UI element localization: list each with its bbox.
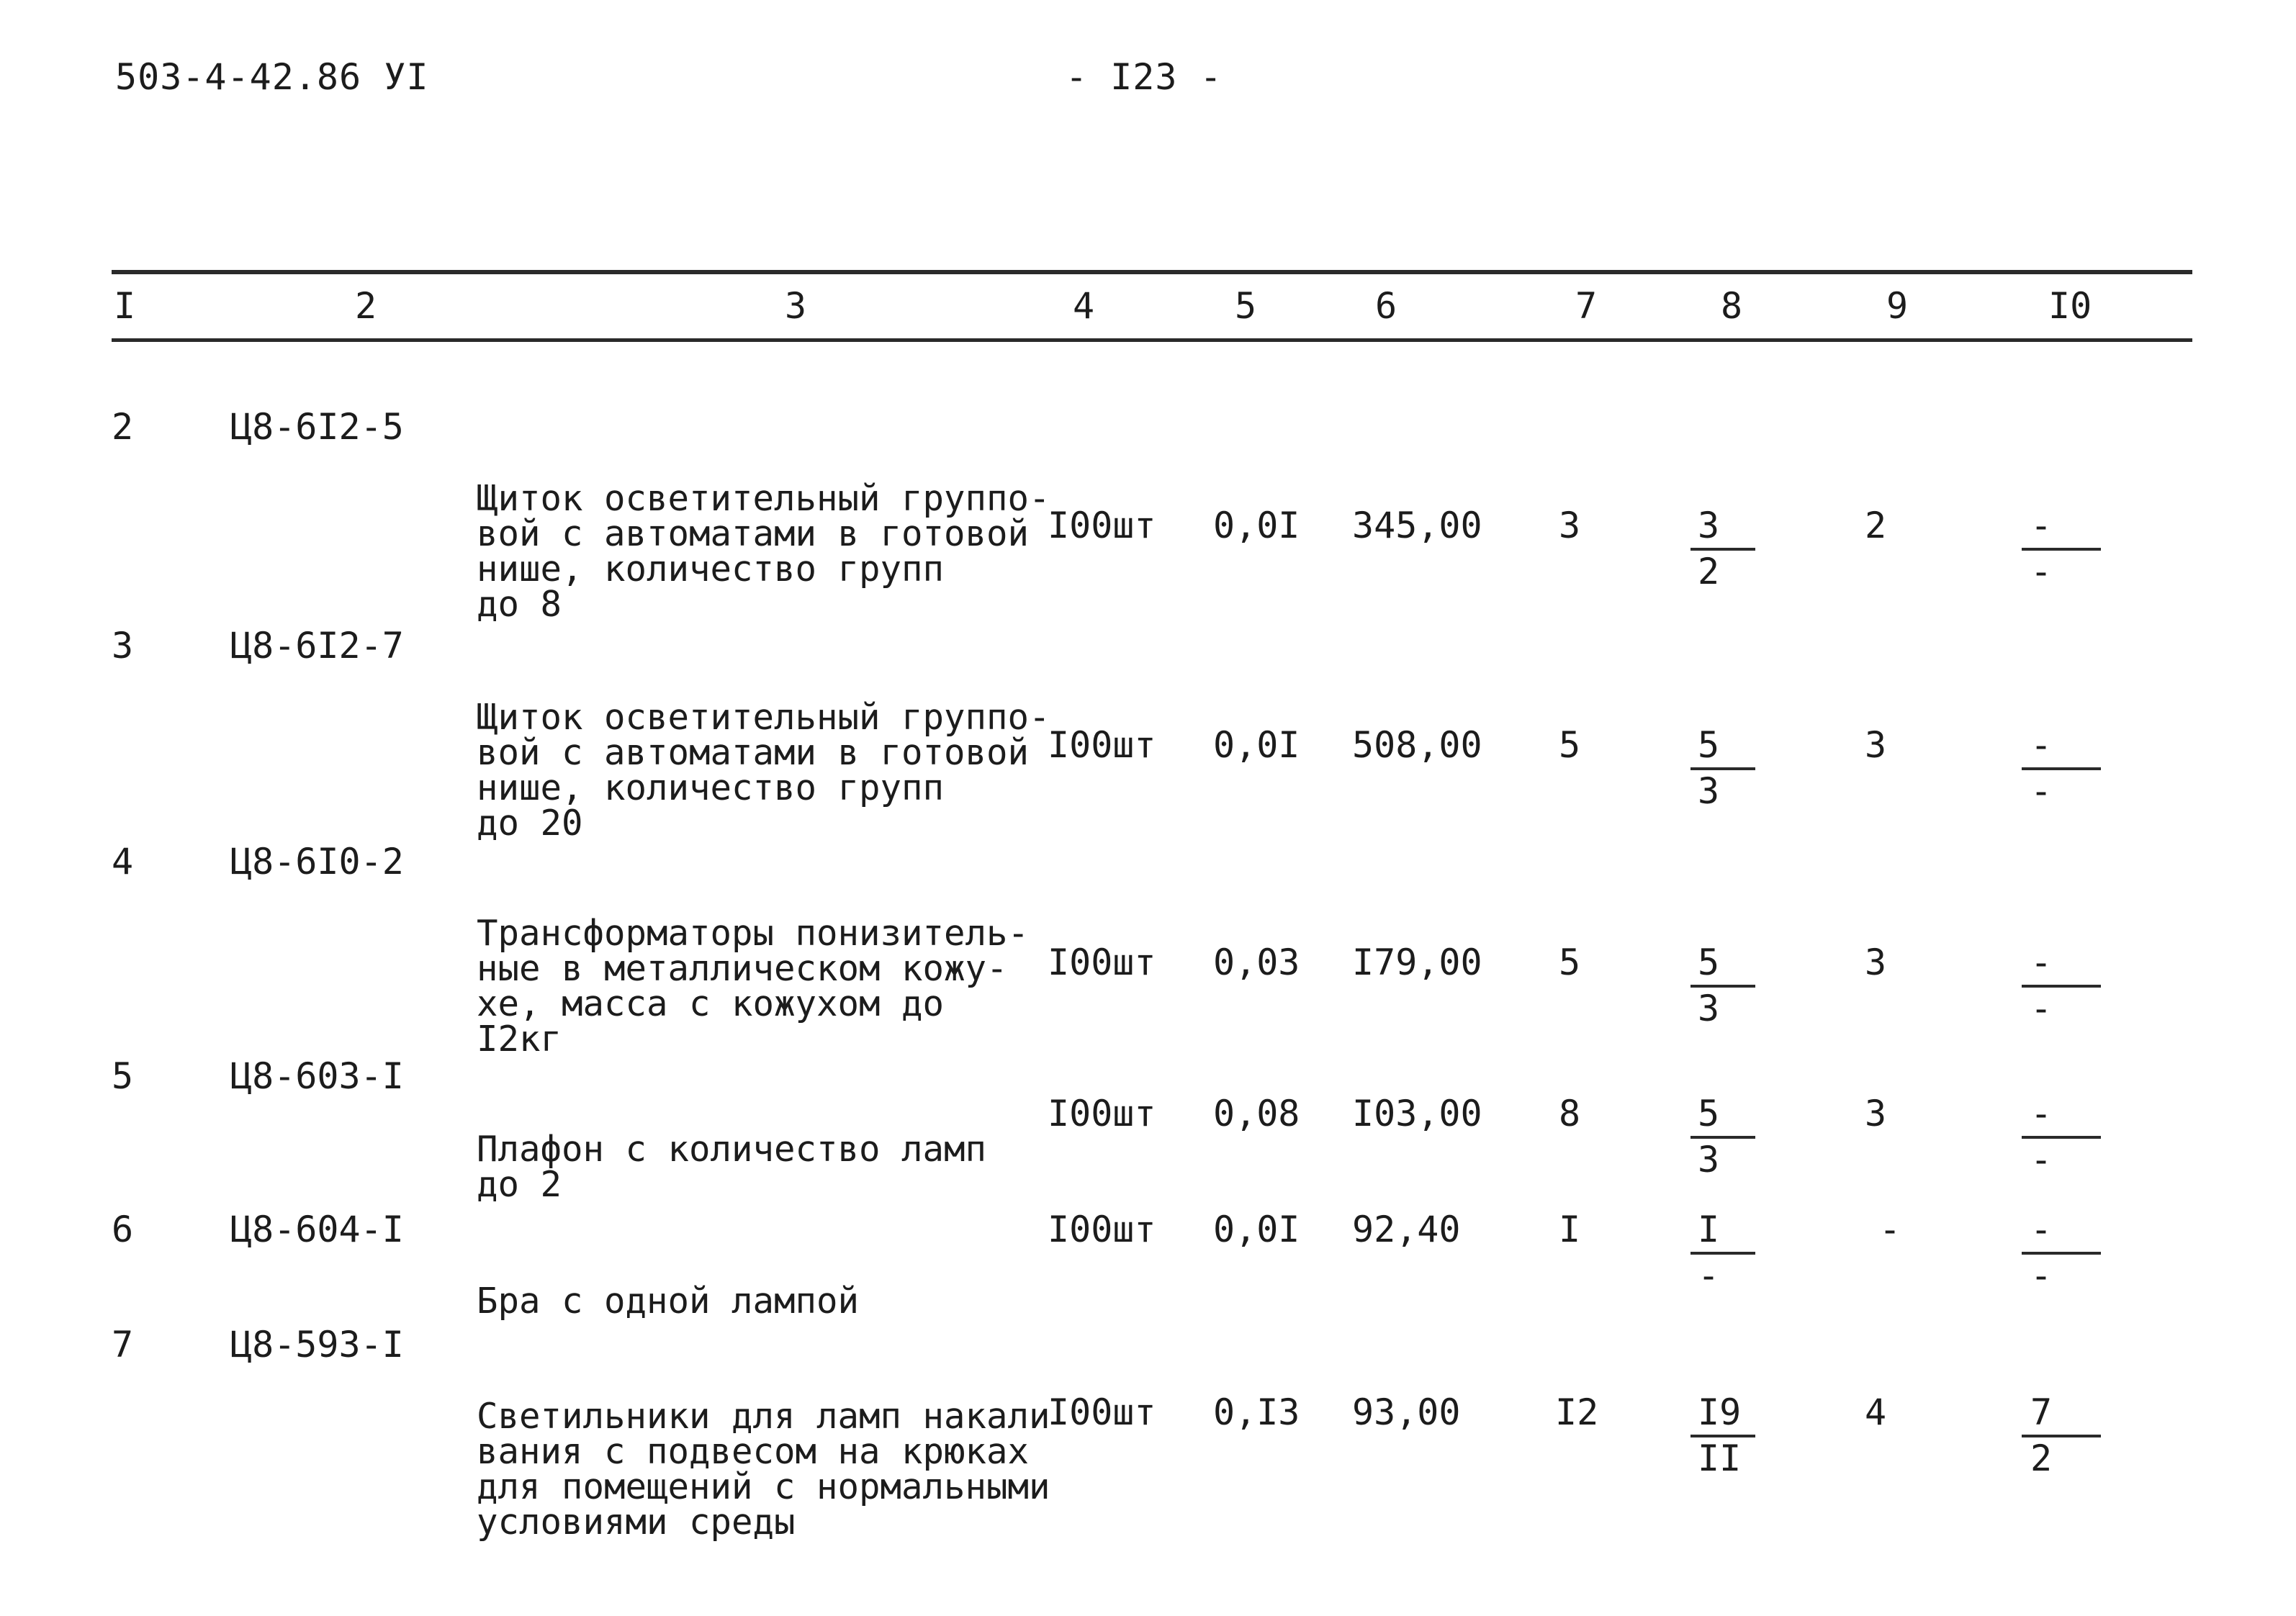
work-description: Плафон с количество ламп до 2 xyxy=(477,1129,987,1205)
col9-value: 3 xyxy=(1865,724,1887,766)
table-top-rule xyxy=(112,270,2192,274)
col9-value: 3 xyxy=(1865,942,1887,983)
unit-price: 92,40 xyxy=(1352,1209,1461,1250)
unit-price: 345,00 xyxy=(1352,505,1482,546)
unit: I00шт xyxy=(1048,505,1156,546)
rate-code: Ц8-603-I xyxy=(230,1055,404,1097)
row-number: 6 xyxy=(112,1209,134,1250)
unit-price: 508,00 xyxy=(1352,724,1482,766)
col7-value: 8 xyxy=(1559,1093,1581,1134)
unit: I00шт xyxy=(1048,942,1156,983)
unit: I00шт xyxy=(1048,1093,1156,1134)
unit: I00шт xyxy=(1048,724,1156,766)
table-header-rule xyxy=(112,338,2192,342)
column-header-5: 5 xyxy=(1235,285,1257,327)
col7-value: I xyxy=(1559,1209,1581,1250)
work-description: Бра с одной лампой xyxy=(477,1281,860,1322)
rate-code: Ц8-593-I xyxy=(230,1324,404,1366)
work-description: Трансформаторы понизитель- ные в металлическом кожу- хе, масса с кожухом до I2кг xyxy=(477,913,1030,1060)
rate-code: Ц8-6I2-7 xyxy=(230,625,404,667)
row-number: 2 xyxy=(112,406,134,448)
page-number: - I23 - xyxy=(1066,56,1223,98)
row-number: 3 xyxy=(112,625,134,667)
col9-value: 3 xyxy=(1865,1093,1887,1134)
row-number: 5 xyxy=(112,1055,134,1097)
column-header-9: 9 xyxy=(1886,285,1909,327)
column-header-3: 3 xyxy=(785,285,807,327)
col9-value: 2 xyxy=(1865,505,1887,546)
col7-value: 5 xyxy=(1559,942,1581,983)
work-description: Щиток осветительный группо- вой с автоматами в готовой нише, количество групп до 20 xyxy=(477,697,1050,844)
quantity: 0,0I xyxy=(1213,1209,1300,1250)
col9-value: 4 xyxy=(1865,1391,1887,1433)
unit-price: 93,00 xyxy=(1352,1391,1461,1433)
col7-value: 3 xyxy=(1559,505,1581,546)
unit: I00шт xyxy=(1048,1391,1156,1433)
quantity: 0,08 xyxy=(1213,1093,1300,1134)
quantity: 0,0I xyxy=(1213,505,1300,546)
row-number: 7 xyxy=(112,1324,134,1366)
column-header-7: 7 xyxy=(1575,285,1598,327)
col7-value: I2 xyxy=(1555,1391,1599,1433)
column-header-1: I xyxy=(114,285,136,327)
quantity: 0,0I xyxy=(1213,724,1300,766)
column-header-10: I0 xyxy=(2048,285,2092,327)
document-code: 503-4-42.86 УI xyxy=(115,56,429,98)
col7-value: 5 xyxy=(1559,724,1581,766)
column-header-4: 4 xyxy=(1073,285,1095,327)
unit-price: I03,00 xyxy=(1352,1093,1482,1134)
row-number: 4 xyxy=(112,841,134,883)
col9-value: - xyxy=(1879,1209,1901,1250)
rate-code: Ц8-6I2-5 xyxy=(230,406,404,448)
unit-price: I79,00 xyxy=(1352,942,1482,983)
column-header-2: 2 xyxy=(355,285,377,327)
work-description: Щиток осветительный группо- вой с автоматами в готовой нише, количество групп до 8 xyxy=(477,478,1050,625)
quantity: 0,03 xyxy=(1213,942,1300,983)
work-description: Светильники для ламп накали вания с подвесом на крюках для помещений с нормальными условиями среды xyxy=(477,1396,1050,1543)
rate-code: Ц8-604-I xyxy=(230,1209,404,1250)
column-header-8: 8 xyxy=(1721,285,1743,327)
unit: I00шт xyxy=(1048,1209,1156,1250)
quantity: 0,I3 xyxy=(1213,1391,1300,1433)
column-header-6: 6 xyxy=(1375,285,1397,327)
rate-code: Ц8-6I0-2 xyxy=(230,841,404,883)
